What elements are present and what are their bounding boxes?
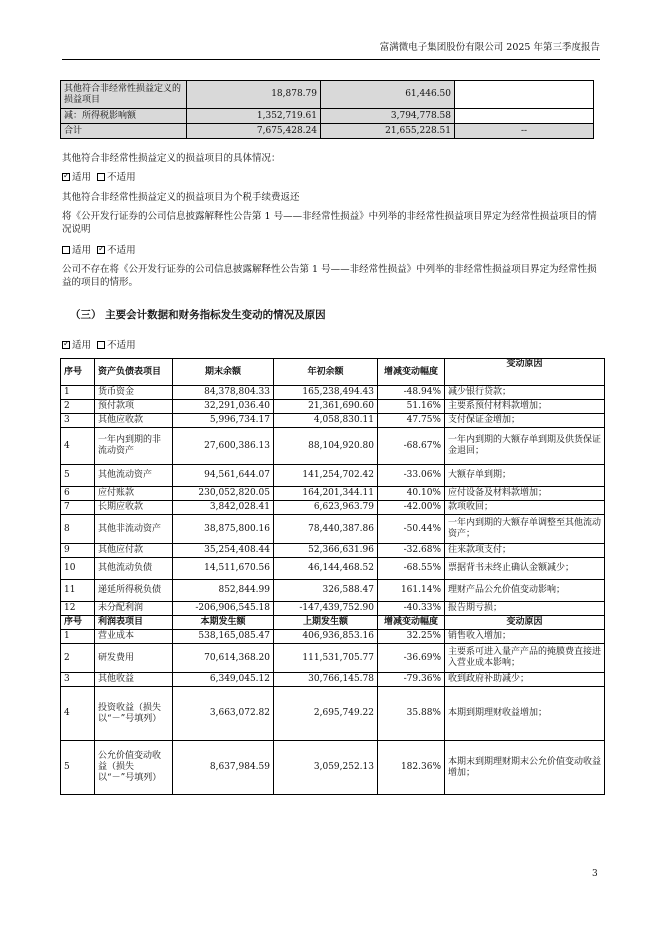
checkbox-checked-icon xyxy=(62,341,70,349)
balance-table-body xyxy=(61,386,605,616)
table-row: 6 应付账款 230,052,820.05 164,201,344.11 40.10% 应付设备及材料款增加； xyxy=(61,487,605,501)
checkbox-empty-icon xyxy=(62,246,70,254)
report-header xyxy=(62,42,600,60)
table-row: 4 一年内到期的非流动资产 27,600,386.13 88,104,920.80 -68.67% 一年内到期的大额存单到期及供货保证金退回； xyxy=(61,428,605,465)
table-row: 1 营业成本 538,165,085.47 406,936,853.16 32.25% 销售收入增加； xyxy=(61,630,605,644)
checkbox-row-3: ✓适用 不适用 xyxy=(62,339,602,352)
table-row: 10 其他流动负债 14,511,670.56 46,144,468.52 -68.55% 票据背书未终止确认金额减少； xyxy=(61,558,605,580)
table-row: 2 预付款项 32,291,036.40 21,361,690.60 51.16% 主要系预付材料款增加； xyxy=(61,400,605,414)
table-row: 减：所得税影响额 1,352,719.61 3,794,778.58 xyxy=(61,109,594,124)
paragraph-tax-refund: 其他符合非经常性损益定义的损益项目为个税手续费返还 xyxy=(62,192,300,203)
table-row: 2 研发费用 70,614,368.20 111,531,705.77 -36.69% 主要系可进入量产产品的掩膜费直接进入营业成本影响； xyxy=(61,644,605,673)
section-title: （三） 主要会计数据和财务指标发生变动的情况及原因 xyxy=(70,309,326,321)
checkbox-empty-icon xyxy=(97,173,105,181)
checkbox-row-2: 适用 ✓ 不适用 xyxy=(62,244,602,257)
paragraph-reclass-note: 将《公开发行证券的公司信息披露解释性公告第 1 号——非经常性损益》中列举的非经常性损益项目界定为经常性损益项目的情况说明 xyxy=(62,211,597,235)
table-row: 合计 7,675,428.24 21,655,228.51 -- xyxy=(61,124,594,139)
checkbox-checked-icon xyxy=(97,246,105,254)
checkbox-row-1: ✓适用 不适用 xyxy=(62,171,602,184)
table-row: 3 其他收益 6,349,045.12 30,766,145.78 -79.36% 收到政府补助减少； xyxy=(61,673,605,687)
report-header-title: 富满微电子集团股份有限公司 2025 年第三季度报告 xyxy=(379,42,600,53)
table-row: 9 其他应付款 35,254,408.44 52,366,631.96 -32.68% 往来款项支付； xyxy=(61,544,605,558)
table-row: 5 公允价值变动收益（损失以“－”号填列） 8,637,984.59 3,059,252.13 182.36% 本期末到期理财期末公允价值变动收益增加； xyxy=(61,741,605,795)
changes-table xyxy=(60,358,605,795)
non-recurring-table xyxy=(60,80,594,139)
checkbox-empty-icon xyxy=(97,341,105,349)
paragraph-no-reclass: 公司不存在将《公开发行证券的公司信息披露解释性公告第 1 号——非经常性损益》中列举的非经常性损益项目界定为经常性损益的项目的情形。 xyxy=(62,264,597,288)
table-row: 12 未分配利润 -206,906,545.18 -147,439,752.90 -40.33% 报告期亏损； xyxy=(61,602,605,616)
table-row: 3 其他应收款 5,996,734.17 4,058,830.11 47.75% 支付保证金增加； xyxy=(61,414,605,428)
table-row: 8 其他非流动资产 38,875,800.16 78,440,387.86 -50.44% 一年内到期的大额存单调整至其他流动资产； xyxy=(61,515,605,544)
income-table-body xyxy=(61,630,605,795)
checkbox-checked-icon xyxy=(62,173,70,181)
table-row: 1 货币资金 84,378,804.33 165,238,494.43 -48.94% 减少银行贷款； xyxy=(61,386,605,400)
page-number: 3 xyxy=(592,869,598,879)
income-header-row: 序号 利润表项目 本期发生额 上期发生额 增减变动幅度 变动原因 xyxy=(61,616,605,630)
table-row: 5 其他流动资产 94,561,644.07 141,254,702.42 -33.06% 大额存单到期； xyxy=(61,465,605,487)
table-row: 11 递延所得税负债 852,844.99 326,588.47 161.14% 理财产品公允价值变动影响； xyxy=(61,580,605,602)
table-row: 4 投资收益（损失以“－”号填列） 3,663,072.82 2,695,749.22 35.88% 本期到期理财收益增加； xyxy=(61,687,605,741)
paragraph-detail-intro: 其他符合非经常性损益定义的损益项目的具体情况： xyxy=(62,153,281,164)
table-row: 7 长期应收款 3,842,028.41 6,623,963.79 -42.00% 款项收回； xyxy=(61,501,605,515)
balance-header-row: 序号 资产负债表项目 期末余额 年初余额 增减变动幅度 变动原因 xyxy=(61,359,605,386)
table-row: 其他符合非经常性损益定义的损益项目 18,878.79 61,446.50 xyxy=(61,81,594,109)
